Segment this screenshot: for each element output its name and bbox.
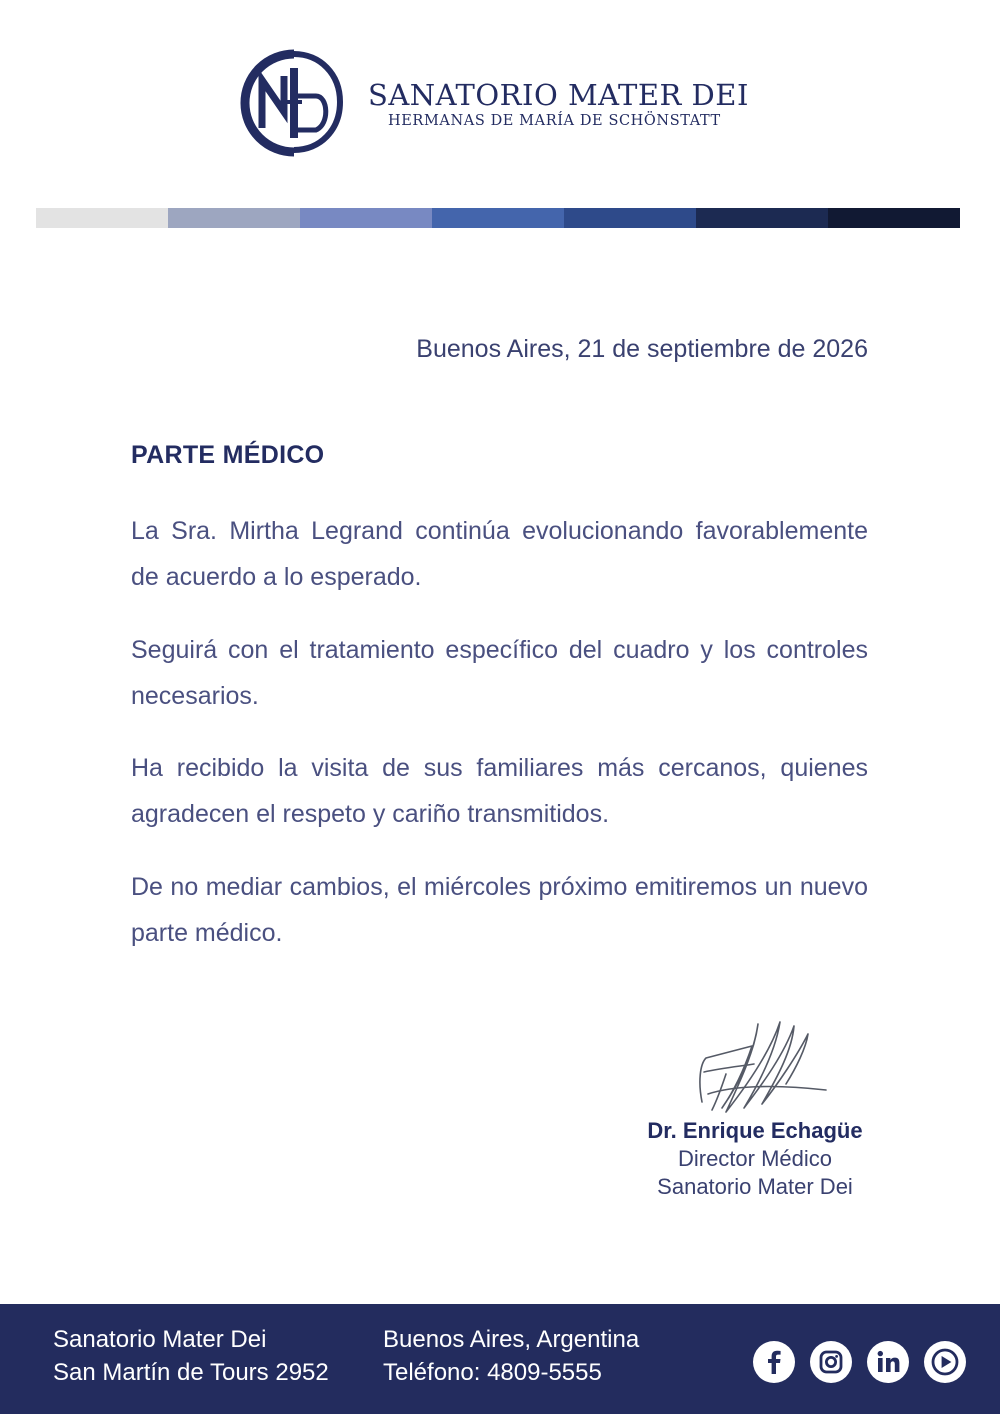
- stripe-segment-7: [828, 208, 960, 228]
- linkedin-icon[interactable]: [867, 1341, 909, 1383]
- brand-name: SANATORIO MATER DEI: [368, 78, 749, 112]
- paragraph-2: Seguirá con el tratamiento específico del cuadro y los controles necesarios.: [131, 636, 868, 710]
- stripe-segment-3: [300, 208, 432, 228]
- stripe-segment-1: [36, 208, 168, 228]
- stripe-segment-5: [564, 208, 696, 228]
- instagram-icon[interactable]: [810, 1341, 852, 1383]
- sanatorio-logo: [236, 46, 350, 160]
- footer-phone: Teléfono: 4809-5555: [383, 1359, 602, 1386]
- footer: [0, 1304, 1000, 1414]
- signer-name: Dr. Enrique Echagüe: [647, 1118, 863, 1143]
- footer-name: Sanatorio Mater Dei: [53, 1326, 267, 1353]
- facebook-icon[interactable]: [753, 1341, 795, 1383]
- header-color-stripe: [36, 208, 960, 228]
- paragraph-1: La Sra. Mirtha Legrand continúa evolucionando favorablemente de acuerdo a lo esperado.: [131, 517, 868, 591]
- brand-block: [368, 78, 749, 130]
- footer-address: San Martín de Tours 2952: [53, 1359, 329, 1386]
- stripe-segment-4: [432, 208, 564, 228]
- signer-organization: Sanatorio Mater Dei: [657, 1174, 853, 1199]
- paragraph-4: De no mediar cambios, el miércoles próximo emitiremos un nuevo parte médico.: [131, 873, 868, 947]
- stripe-segment-6: [696, 208, 828, 228]
- footer-city: Buenos Aires, Argentina: [383, 1326, 640, 1353]
- letter-date: Buenos Aires, 21 de septiembre de 2026: [416, 335, 868, 363]
- youtube-icon[interactable]: [924, 1341, 966, 1383]
- paragraph-3: Ha recibido la visita de sus familiares más cercanos, quienes agradecen el respeto y cariño transmitidos.: [131, 754, 868, 828]
- stripe-segment-2: [168, 208, 300, 228]
- handwritten-signature: [692, 1012, 838, 1120]
- document-title: PARTE MÉDICO: [131, 441, 325, 469]
- signer-role: Director Médico: [677, 1146, 833, 1171]
- brand-subtitle: HERMANAS DE MARÍA DE SCHÖNSTATT: [388, 113, 721, 129]
